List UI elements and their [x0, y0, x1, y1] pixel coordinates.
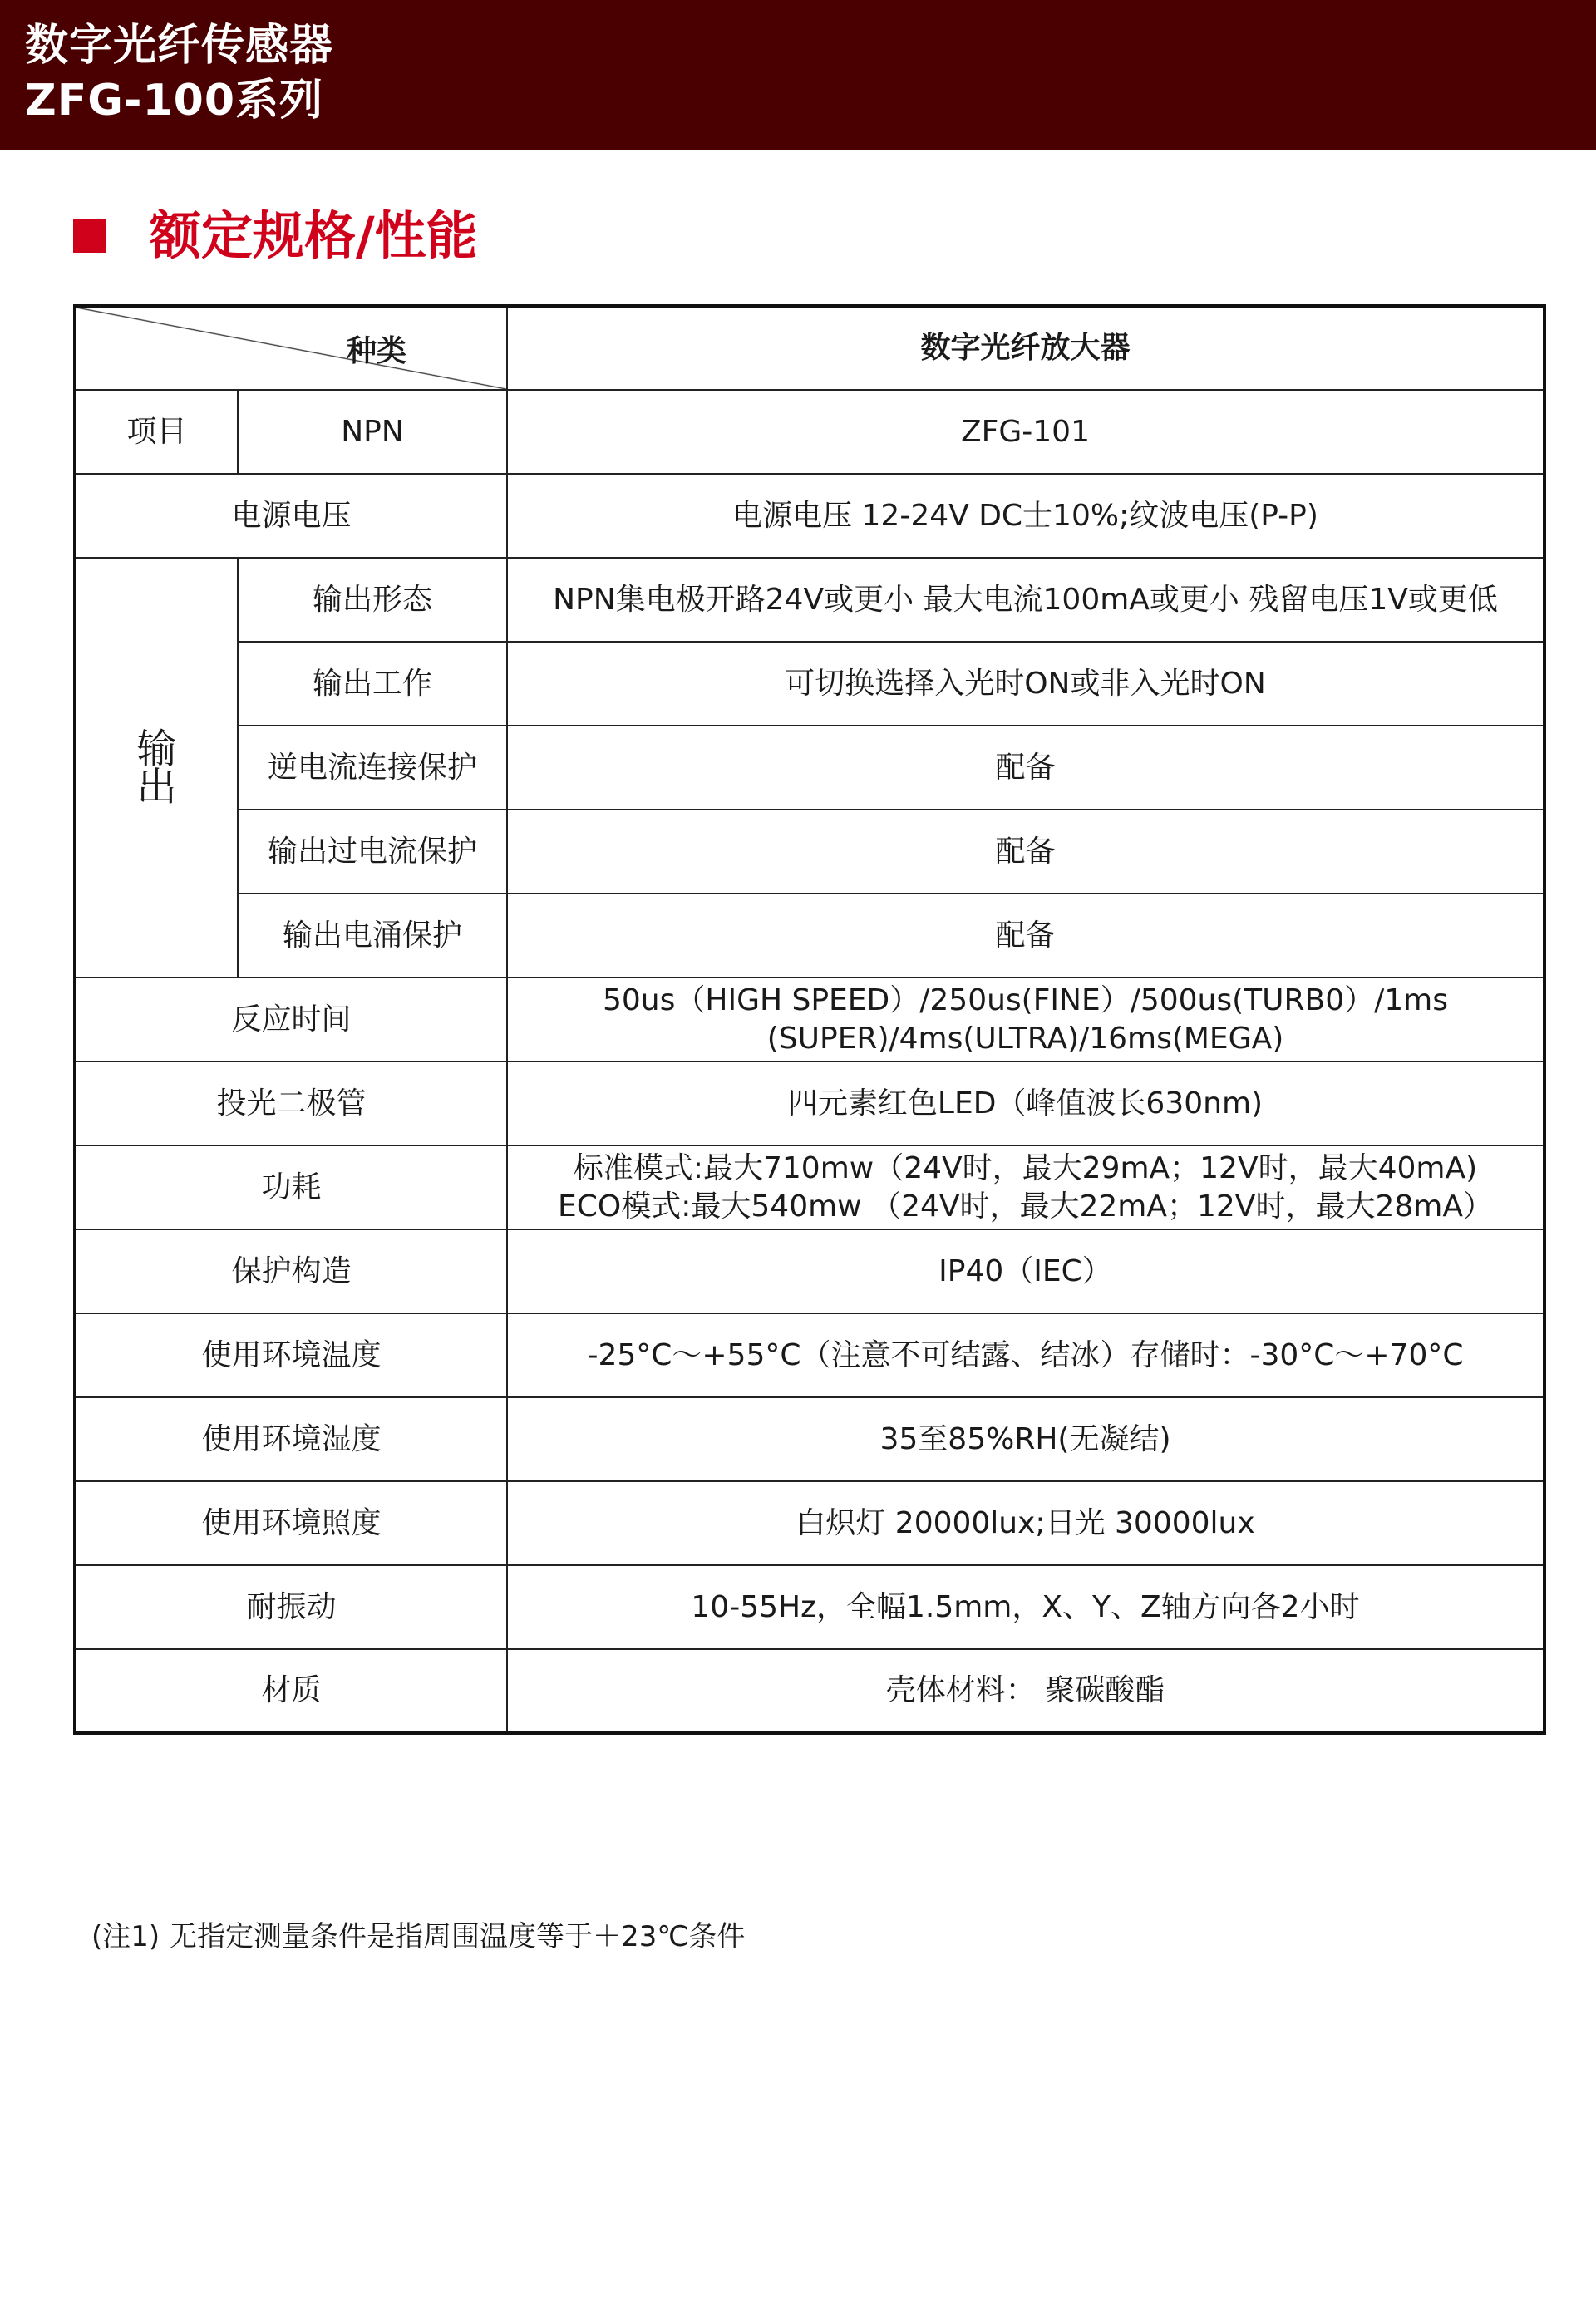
section-title: 额定规格/性能 — [150, 205, 478, 266]
table-row — [75, 558, 1544, 642]
row-value: 配备 — [507, 810, 1544, 894]
row-label: 电源电压 — [75, 474, 507, 558]
spec-table — [73, 304, 1546, 1735]
value-line: (SUPER)/4ms(ULTRA)/16ms(MEGA) — [766, 1021, 1284, 1056]
row-value — [507, 1145, 1544, 1229]
row-value: 壳体材料： 聚碳酸酯 — [507, 1649, 1544, 1733]
row-label: 逆电流连接保护 — [238, 726, 507, 810]
row-value: -25°C～+55°C（注意不可结露、结冰）存储时：-30°C～+70°C — [507, 1313, 1544, 1397]
value-line: 标准模式:最大710mw（24V时，最大29mA；12V时，最大40mA) — [573, 1150, 1478, 1185]
row-value: IP40（IEC） — [507, 1229, 1544, 1313]
table-row — [75, 726, 1544, 810]
section-square-icon — [73, 219, 106, 253]
footnote: (注1) 无指定测量条件是指周围温度等于＋23℃条件 — [91, 1920, 746, 1953]
kind-label: 种类 — [346, 334, 406, 368]
row-value: 可切换选择入光时ON或非入光时ON — [507, 642, 1544, 726]
section-heading — [73, 203, 478, 269]
table-row — [75, 474, 1544, 558]
table-row — [75, 1061, 1544, 1145]
table-row — [75, 1397, 1544, 1481]
row-value — [507, 978, 1544, 1061]
row-label: 耐振动 — [75, 1565, 507, 1649]
table-row — [75, 978, 1544, 1061]
row-value: 10-55Hz，全幅1.5mm，X、Y、Z轴方向各2小时 — [507, 1565, 1544, 1649]
row-value: 配备 — [507, 726, 1544, 810]
table-row — [75, 1229, 1544, 1313]
row-value: NPN集电极开路24V或更小 最大电流100mA或更小 残留电压1V或更低 — [507, 558, 1544, 642]
row-label: 输出电涌保护 — [238, 894, 507, 978]
table-row — [75, 1313, 1544, 1397]
product-category-title: 数字光纤传感器 — [25, 21, 334, 71]
row-label: 保护构造 — [75, 1229, 507, 1313]
table-row — [75, 1481, 1544, 1565]
value-line: ECO模式:最大540mw （24V时，最大22mA；12V时，最大28mA） — [558, 1189, 1493, 1224]
model-value: ZFG-101 — [507, 390, 1544, 474]
table-row — [75, 306, 1544, 390]
output-group-label — [75, 558, 238, 978]
table-row — [75, 1649, 1544, 1733]
row-label: 输出工作 — [238, 642, 507, 726]
row-label: 材质 — [75, 1649, 507, 1733]
row-label: 功耗 — [75, 1145, 507, 1229]
page-header — [0, 0, 1596, 150]
row-value: 35至85%RH(无凝结) — [507, 1397, 1544, 1481]
npn-label: NPN — [238, 390, 507, 474]
table-row — [75, 1565, 1544, 1649]
row-label: 使用环境温度 — [75, 1313, 507, 1397]
row-value: 电源电压 12-24V DC士10%;纹波电压(P-P) — [507, 474, 1544, 558]
table-row — [75, 810, 1544, 894]
row-value: 白炽灯 20000lux;日光 30000lux — [507, 1481, 1544, 1565]
header-corner-cell — [75, 306, 507, 390]
row-label: 投光二极管 — [75, 1061, 507, 1145]
row-label: 反应时间 — [75, 978, 507, 1061]
product-series-title: ZFG-100系列 — [25, 76, 324, 126]
row-value: 四元素红色LED（峰值波长630nm) — [507, 1061, 1544, 1145]
output-label-char: 输 — [136, 725, 177, 772]
output-label-char: 出 — [136, 763, 177, 810]
item-label: 项目 — [75, 390, 238, 474]
row-label: 输出形态 — [238, 558, 507, 642]
table-row — [75, 642, 1544, 726]
row-label: 输出过电流保护 — [238, 810, 507, 894]
value-line: 50us（HIGH SPEED）/250us(FINE）/500us(TURB0）/1ms — [603, 983, 1448, 1017]
row-label: 使用环境湿度 — [75, 1397, 507, 1481]
table-row — [75, 390, 1544, 474]
table-row — [75, 1145, 1544, 1229]
row-value: 配备 — [507, 894, 1544, 978]
amplifier-label: 数字光纤放大器 — [507, 306, 1544, 390]
table-row — [75, 894, 1544, 978]
row-label: 使用环境照度 — [75, 1481, 507, 1565]
